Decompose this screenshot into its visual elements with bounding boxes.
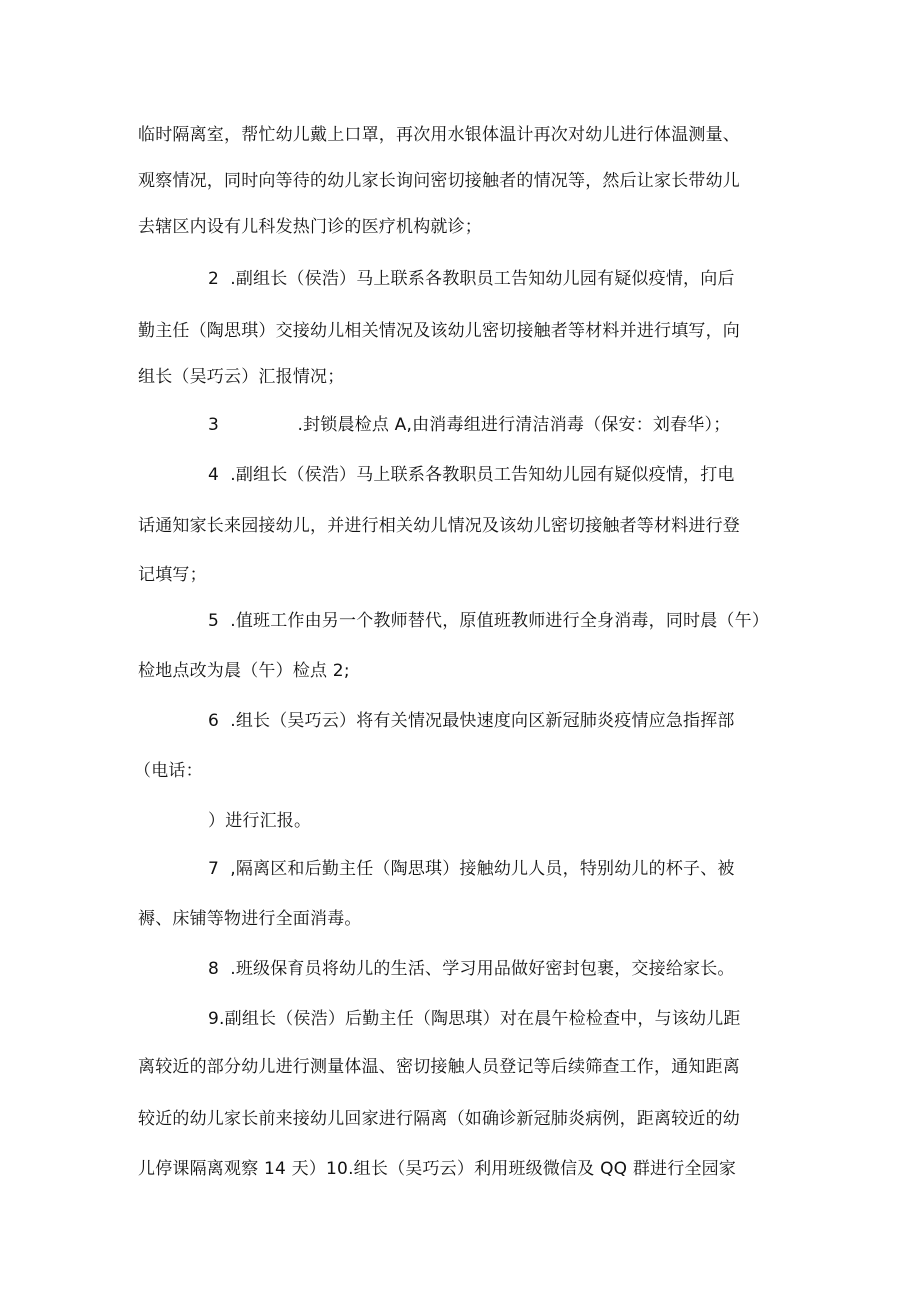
text-line-11: 5 .值班工作由另一个教师替代，原值班教师进行全身消毒，同时晨（午） [208, 611, 770, 631]
text-line-14: （电话： [134, 761, 203, 781]
text-line-1: 临时隔离室，帮忙幼儿戴上口罩，再次用水银体温计再次对幼儿进行体温测量、 [138, 125, 740, 145]
text-line-19: 9.副组长（侯浩）后勤主任（陶思琪）对在晨午检检查中，与该幼儿距 [208, 1009, 741, 1029]
text-line-10: 记填写； [138, 565, 207, 585]
text-line-7: 3 .封锁晨检点 A,由消毒组进行清洁消毒（保安：刘春华）； [208, 415, 731, 435]
text-line-15: ）进行汇报。 [208, 811, 312, 831]
text-line-2: 观察情况，同时向等待的幼儿家长询问密切接触者的情况等，然后让家长带幼儿 [138, 171, 740, 191]
text-line-9: 话通知家长来园接幼儿，并进行相关幼儿情况及该幼儿密切接触者等材料进行登 [138, 516, 740, 536]
text-line-22: 儿停课隔离观察 14 天）10.组长（吴巧云）利用班级微信及 QQ 群进行全园家 [138, 1159, 737, 1179]
text-line-18: 8 .班级保育员将幼儿的生活、学习用品做好密封包裹，交接给家长。 [208, 959, 735, 979]
text-line-12: 检地点改为晨（午）检点 2; [138, 661, 350, 681]
text-line-16: 7 ,隔离区和后勤主任（陶思琪）接触幼儿人员，特别幼儿的杯子、被 [208, 859, 735, 879]
text-line-3: 去辖区内设有儿科发热门诊的医疗机构就诊； [138, 217, 482, 237]
text-line-13: 6 .组长（吴巧云）将有关情况最快速度向区新冠肺炎疫情应急指挥部 [208, 711, 735, 731]
text-line-17: 褥、床铺等物进行全面消毒。 [138, 909, 362, 929]
text-line-8: 4 .副组长（侯浩）马上联系各教职员工告知幼儿园有疑似疫情，打电 [208, 465, 735, 485]
text-line-20: 离较近的部分幼儿进行测量体温、密切接触人员登记等后续筛查工作，通知距离 [138, 1057, 740, 1077]
text-line-4: 2 .副组长（侯浩）马上联系各教职员工告知幼儿园有疑似疫情，向后 [208, 269, 735, 289]
text-line-6: 组长（吴巧云）汇报情况； [138, 367, 345, 387]
text-line-5: 勤主任（陶思琪）交接幼儿相关情况及该幼儿密切接触者等材料并进行填写，向 [138, 321, 740, 341]
text-line-21: 较近的幼儿家长前来接幼儿回家进行隔离（如确诊新冠肺炎病例，距离较近的幼 [138, 1109, 740, 1129]
